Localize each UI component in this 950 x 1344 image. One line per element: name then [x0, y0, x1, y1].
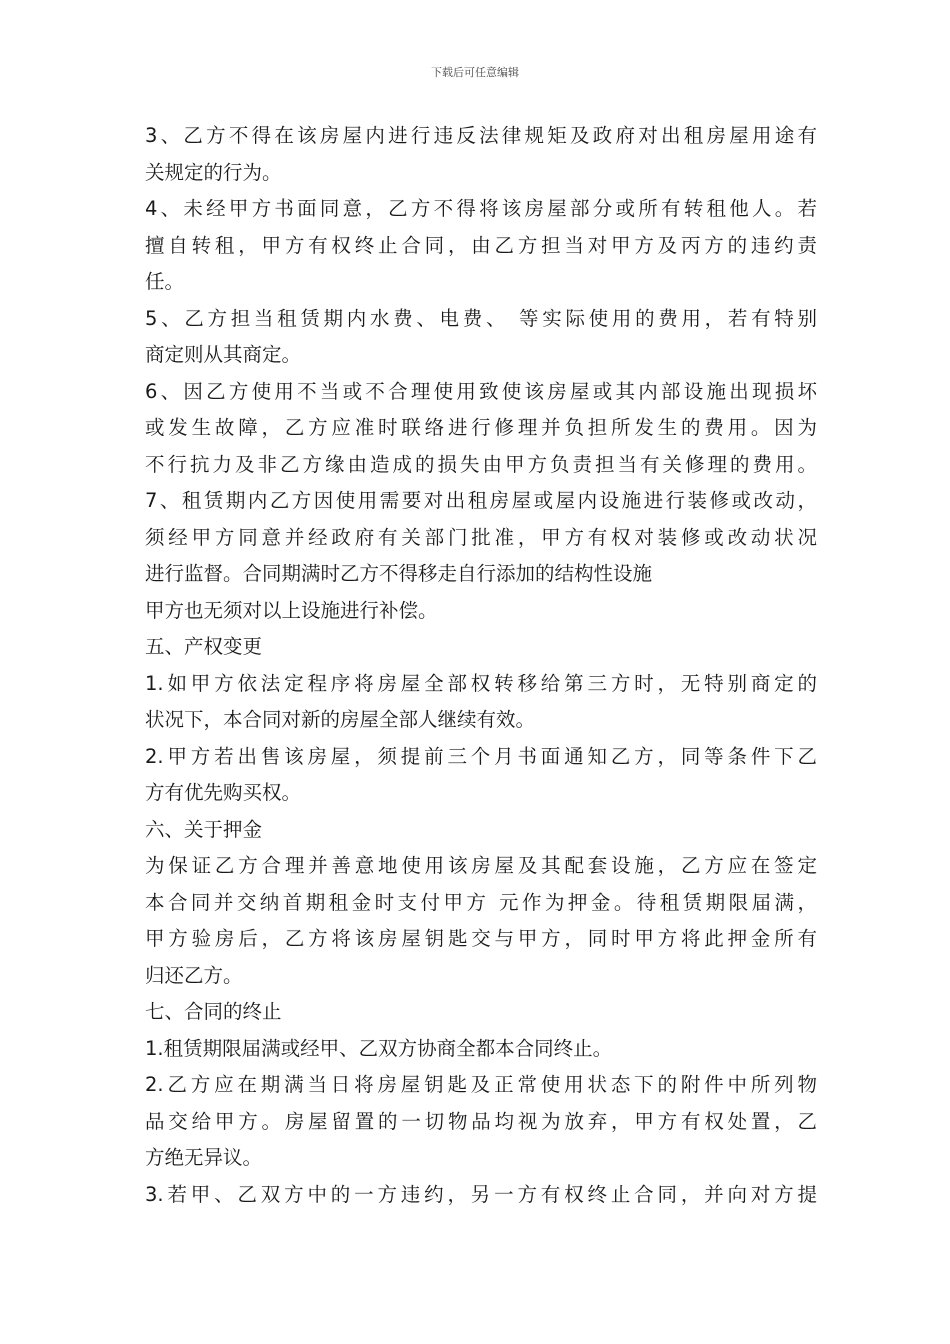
- text-line: 7、租赁期内乙方因使用需要对出租房屋或屋内设施进行装修或改动，: [145, 489, 817, 512]
- text-line: 1.如甲方依法定程序将房屋全部权转移给第三方时，无特别商定的: [145, 671, 817, 695]
- text-line: 七、合同的终止: [145, 1000, 282, 1023]
- text-line: 方绝无异议。: [145, 1146, 263, 1169]
- text-line: 状况下，本合同对新的房屋全部人继续有效。: [145, 708, 536, 731]
- text-line: 3.若甲、乙双方中的一方违约，另一方有权终止合同，并向对方提: [145, 1182, 817, 1206]
- text-line: 不行抗力及非乙方缘由造成的损失由甲方负责担当有关修理的费用。: [145, 452, 817, 476]
- text-line: 2.甲方若出售该房屋，须提前三个月书面通知乙方，同等条件下乙: [145, 744, 817, 768]
- text-line: 商定则从其商定。: [145, 343, 302, 366]
- document-body: [145, 118, 817, 1213]
- text-line: 2.乙方应在期满当日将房屋钥匙及正常使用状态下的附件中所列物: [145, 1073, 817, 1096]
- text-line: 甲方验房后，乙方将该房屋钥匙交与甲方，同时甲方将此押金所有: [145, 927, 817, 950]
- text-line: 归还乙方。: [145, 963, 243, 987]
- text-line: 1.租赁期限届满或经甲、乙双方协商全都本合同终止。: [145, 1036, 613, 1060]
- text-line: 任。: [145, 270, 185, 293]
- text-line: 甲方也无须对以上设施进行补偿。: [145, 598, 438, 622]
- text-line: 品交给甲方。房屋留置的一切物品均视为放弃，甲方有权处置，乙: [145, 1109, 817, 1133]
- text-line: 5、乙方担当租赁期内水费、电费、 等实际使用的费用，若有特别: [145, 306, 817, 330]
- text-line: 擅自转租，甲方有权终止合同，由乙方担当对甲方及丙方的违约责: [145, 233, 817, 257]
- text-line: 六、关于押金: [145, 817, 263, 841]
- text-line: 本合同并交纳首期租金时支付甲方 元作为押金。待租赁期限届满，: [145, 890, 817, 914]
- text-line: 关规定的行为。: [145, 160, 282, 184]
- text-line: 进行监督。合同期满时乙方不得移走自行添加的结构性设施: [145, 562, 653, 585]
- text-line: 方有优先购买权。: [145, 781, 302, 804]
- text-line: 五、产权变更: [145, 635, 263, 658]
- text-line: 或发生故障，乙方应准时联络进行修理并负担所发生的费用。因为: [145, 416, 817, 439]
- text-line: 6、因乙方使用不当或不合理使用致使该房屋或其内部设施出现损坏: [145, 379, 817, 403]
- text-line: 须经甲方同意并经政府有关部门批准，甲方有权对装修或改动状况: [145, 525, 817, 549]
- text-line: 为保证乙方合理并善意地使用该房屋及其配套设施，乙方应在签定: [145, 854, 817, 877]
- text-line: 3、乙方不得在该房屋内进行违反法律规矩及政府对出租房屋用途有: [145, 124, 817, 147]
- page-header: 下载后可任意编辑: [431, 66, 519, 79]
- text-line: 4、未经甲方书面同意，乙方不得将该房屋部分或所有转租他人。若: [145, 197, 817, 220]
